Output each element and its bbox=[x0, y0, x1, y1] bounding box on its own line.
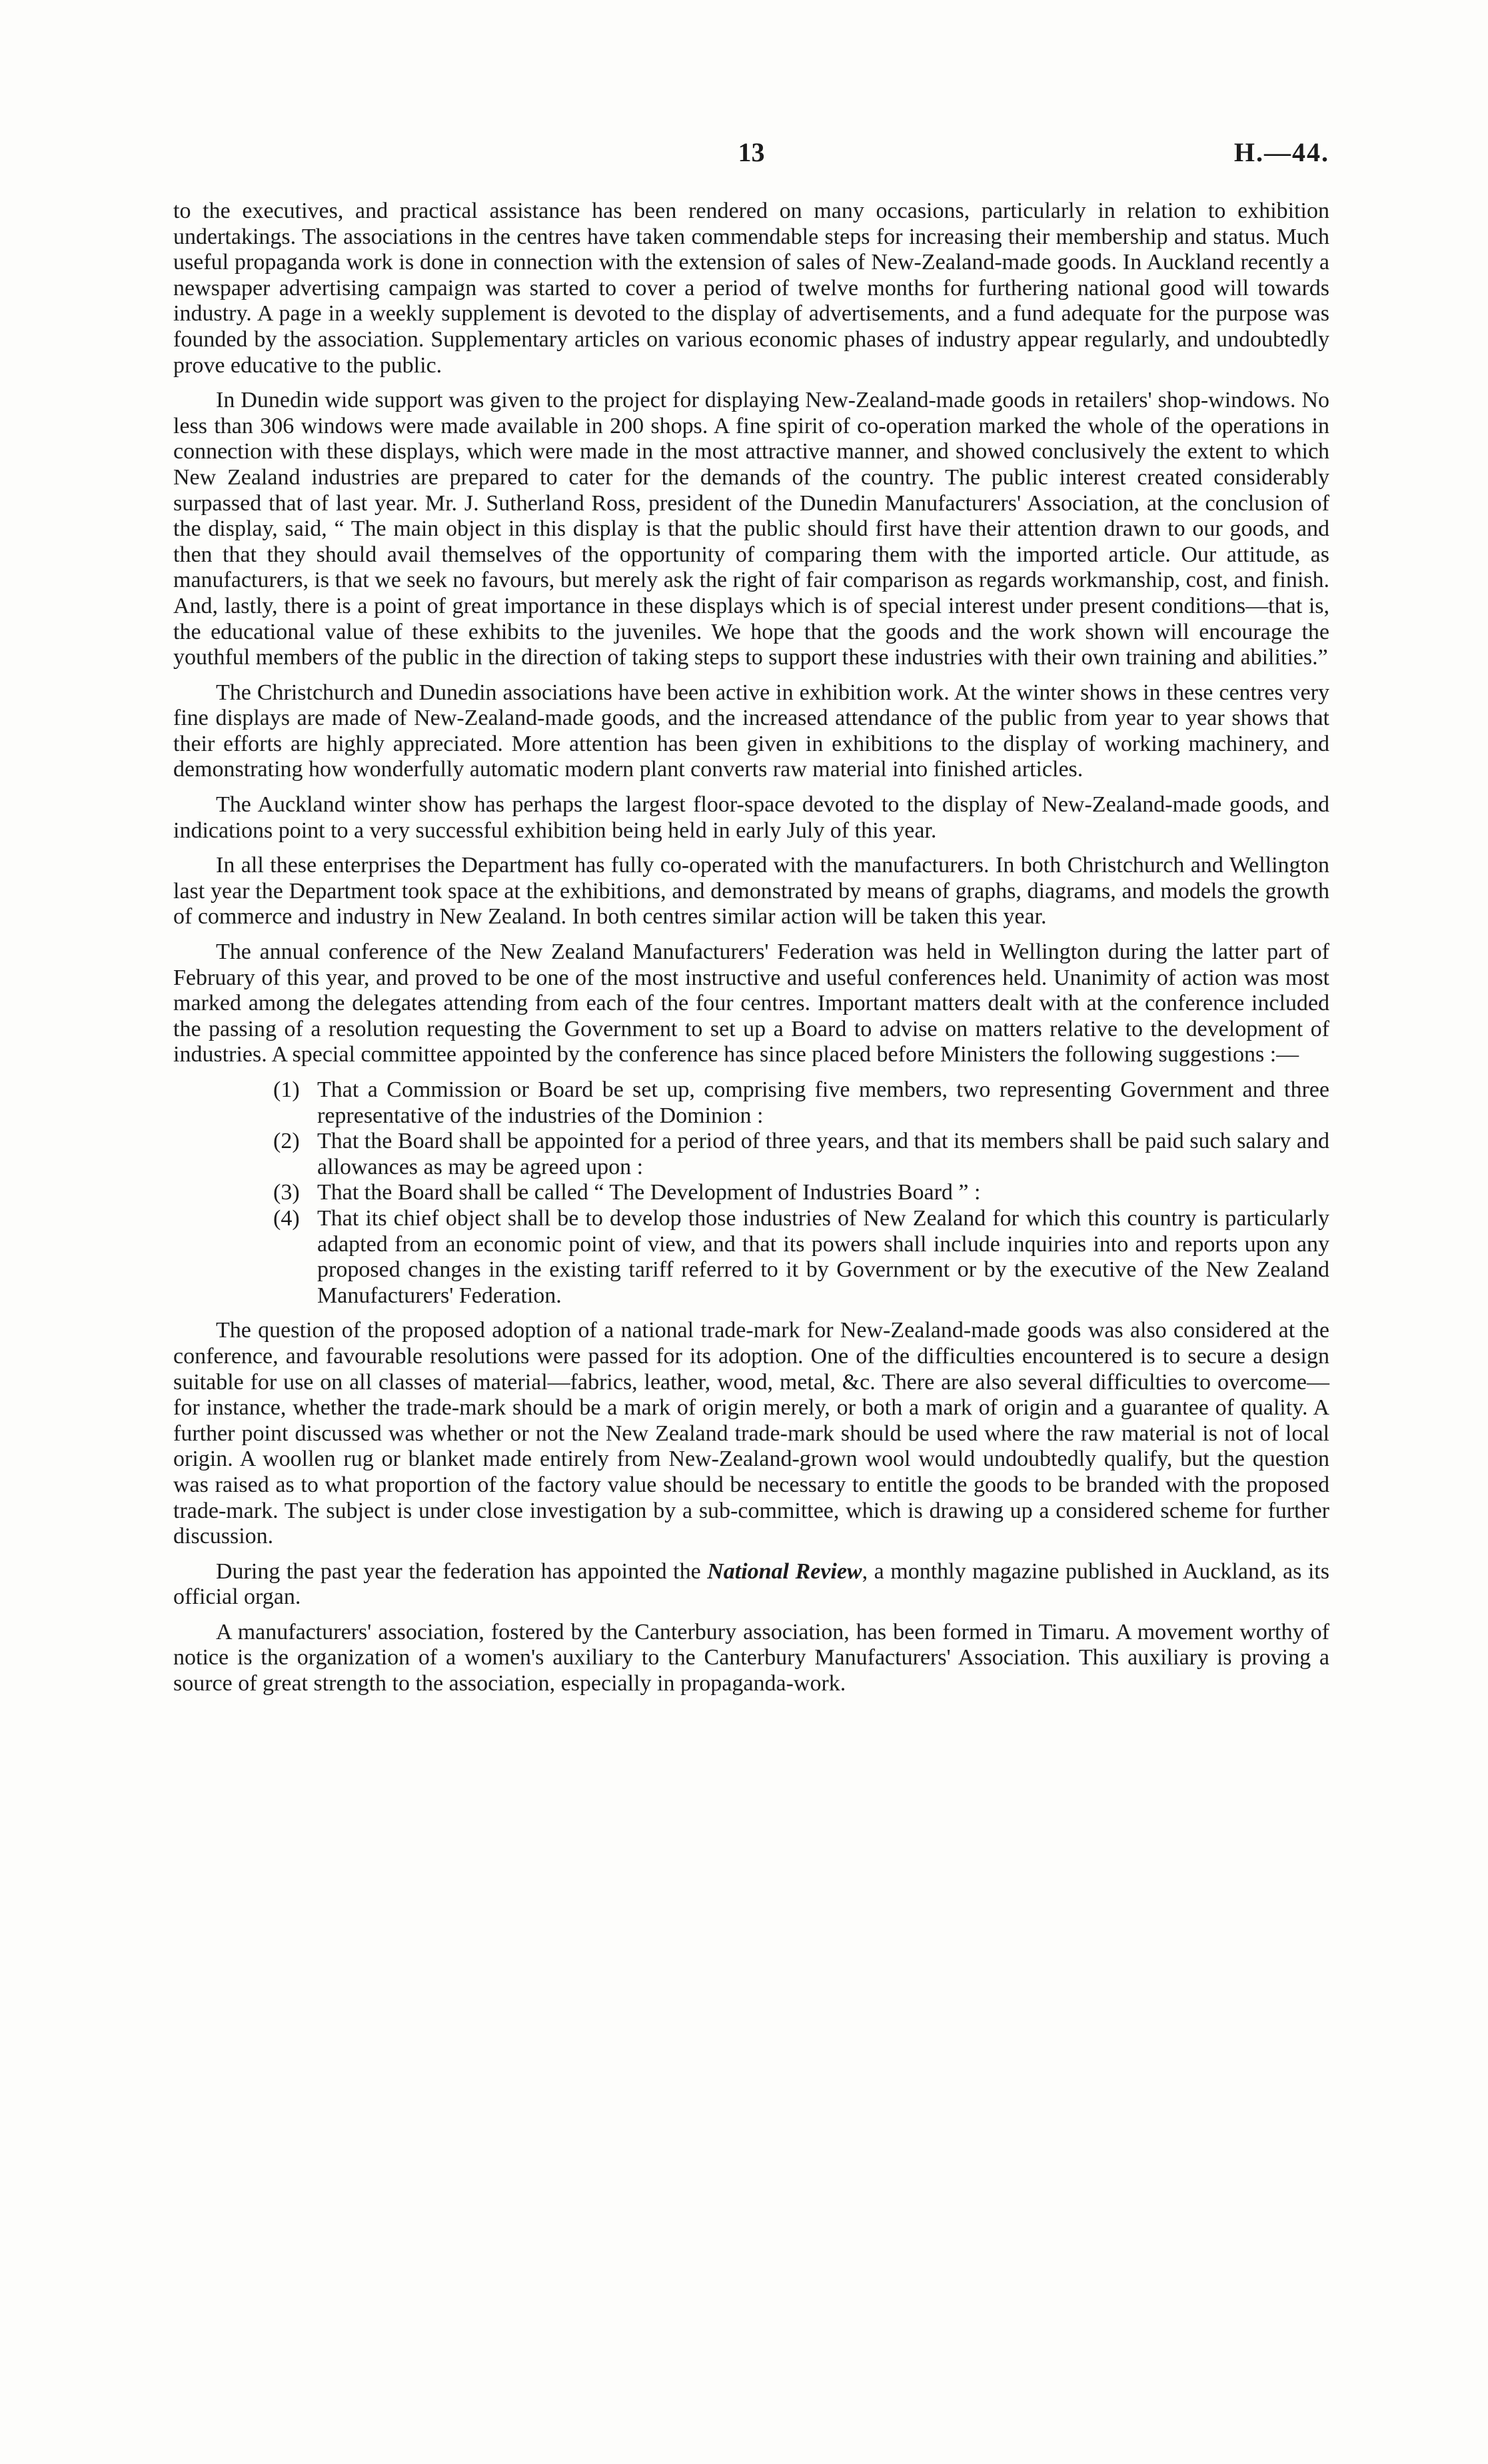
list-item-text: That the Board shall be appointed for a period of three years, and that its members shall be paid such salary and allowances as may be agreed upon : bbox=[317, 1129, 1329, 1179]
paragraph-annual-conference: The annual conference of the New Zealand Manufacturers' Federation was held in Wellington during the latter part of February of this year, and proved to be one of the most instructive and useful conferences held. Unanimity of action was most marked among the delegates attending from each of the four centres. Important matters dealt with at the conference included the passing of a resolution requesting the Government to set up a Board to advise on matters relative to the development of industries. A special committee appointed by the conference has since placed before Ministers the following suggestions :— bbox=[173, 939, 1329, 1067]
list-item-number: (4) bbox=[273, 1205, 300, 1231]
page-header bbox=[173, 137, 1329, 177]
list-item-number: (3) bbox=[273, 1180, 300, 1205]
list-item-number: (2) bbox=[273, 1129, 300, 1154]
page-number: 13 bbox=[738, 137, 765, 167]
body-text bbox=[173, 199, 1329, 1706]
review-text-before: During the past year the federation has appointed the bbox=[216, 1558, 708, 1584]
list-item bbox=[173, 1077, 1329, 1129]
paragraph-national-review bbox=[173, 1559, 1329, 1610]
list-item-text: That a Commission or Board be set up, comprising five members, two representing Government and three representative of the industries of the Dominion : bbox=[317, 1077, 1329, 1128]
paragraph-executives: to the executives, and practical assistance has been rendered on many occasions, particularly in relation to exhibition undertakings. The associations in the centres have taken commendable steps for increasing their membership and status. Much useful propaganda work is done in connection with the extension of sales of New-Zealand-made goods. In Auckland recently a newspaper advertising campaign was started to cover a period of twelve months for furthering national good will towards industry. A page in a weekly supplement is devoted to the display of advertisements, and a fund adequate for the purpose was founded by the association. Supplementary articles on various economic phases of industry appear regularly, and undoubtedly prove educative to the public. bbox=[173, 199, 1329, 378]
publication-title: National Review bbox=[707, 1558, 862, 1584]
paragraph-auckland-show: The Auckland winter show has perhaps the largest floor-space devoted to the display of New-Zealand-made goods, and indications point to a very successful exhibition being held in early July of this year. bbox=[173, 792, 1329, 843]
paragraph-timaru: A manufacturers' association, fostered by the Canterbury association, has been formed in Timaru. A movement worthy of notice is the organization of a women's auxiliary to the Canterbury Manufacturers' Association. This auxiliary is proving a source of great strength to the association, especially in propaganda-work. bbox=[173, 1619, 1329, 1696]
list-item bbox=[173, 1129, 1329, 1180]
paper-reference: H.—44. bbox=[1233, 137, 1329, 167]
paragraph-dunedin: In Dunedin wide support was given to the project for displaying New-Zealand-made goods in retailers' shop-windows. No less than 306 windows were made available in 200 shops. A fine spirit of co-operation marked the whole of the operations in connection with these displays, which were made in the most attractive manner, and showed conclusively the extent to which New Zealand industries are prepared to cater for the demands of the country. The public interest created considerably surpassed that of last year. Mr. J. Sutherland Ross, president of the Dunedin Manufacturers' Association, at the conclusion of the display, said, “ The main object in this display is that the public should first have their attention drawn to our goods, and then that they should avail themselves of the opportunity of comparing them with the imported article. Our attitude, as manufacturers, is that we seek no favours, but merely ask the right of fair comparison as regards workmanship, cost, and finish. And, lastly, there is a point of great importance in these displays which is of special interest under present conditions—that is, the educational value of these exhibits to the juveniles. We hope that the goods and the work shown will encourage the youthful members of the public in the direction of taking steps to support these industries with their own training and abilities.” bbox=[173, 388, 1329, 670]
review-text-after: , a monthly magazine published in Auckland, as its official organ. bbox=[173, 1558, 1329, 1610]
list-item-text: That the Board shall be called “ The Development of Industries Board ” : bbox=[317, 1180, 981, 1205]
suggestions-list bbox=[173, 1077, 1329, 1309]
paragraph-department: In all these enterprises the Department has fully co-operated with the manufacturers. In both Christchurch and Wellington last year the Department took space at the exhibitions, and demonstrated by means of graphs, diagrams, and models the growth of commerce and industry in New Zealand. In both centres similar action will be taken this year. bbox=[173, 853, 1329, 929]
list-item-text: That its chief object shall be to develop those industries of New Zealand for which this country is particularly adapted from an economic point of view, and that its powers shall include inquiries into and reports upon any proposed changes in the existing tariff referred to it by Government or by the executive of the New Zealand Manufacturers' Federation. bbox=[317, 1205, 1329, 1308]
paragraph-christchurch-dunedin: The Christchurch and Dunedin associations have been active in exhibition work. At the winter shows in these centres very fine displays are made of New-Zealand-made goods, and the increased attendance of the public from year to year shows that their efforts are highly appreciated. More attention has been given in exhibitions to the display of working machinery, and demonstrating how wonderfully automatic modern plant converts raw material into finished articles. bbox=[173, 680, 1329, 782]
list-item-number: (1) bbox=[273, 1077, 300, 1102]
list-item bbox=[173, 1180, 1329, 1206]
paragraph-trade-mark: The question of the proposed adoption of a national trade-mark for New-Zealand-made goods was also considered at the conference, and favourable resolutions were passed for its adoption. One of the difficulties encountered is to secure a design suitable for use on all classes of material—fabrics, leather, wood, metal, &c. There are also several difficulties to overcome—for instance, whether the trade-mark should be a mark of origin merely, or both a mark of origin and a guarantee of quality. A further point discussed was whether or not the New Zealand trade-mark should be used where the raw material is not of local origin. A woollen rug or blanket made entirely from New-Zealand-grown wool would undoubtedly qualify, but the question was raised as to what proportion of the factory value should be necessary to entitle the goods to be branded with the proposed trade-mark. The subject is under close investigation by a sub-committee, which is drawing up a considered scheme for further discussion. bbox=[173, 1318, 1329, 1549]
list-item bbox=[173, 1206, 1329, 1309]
